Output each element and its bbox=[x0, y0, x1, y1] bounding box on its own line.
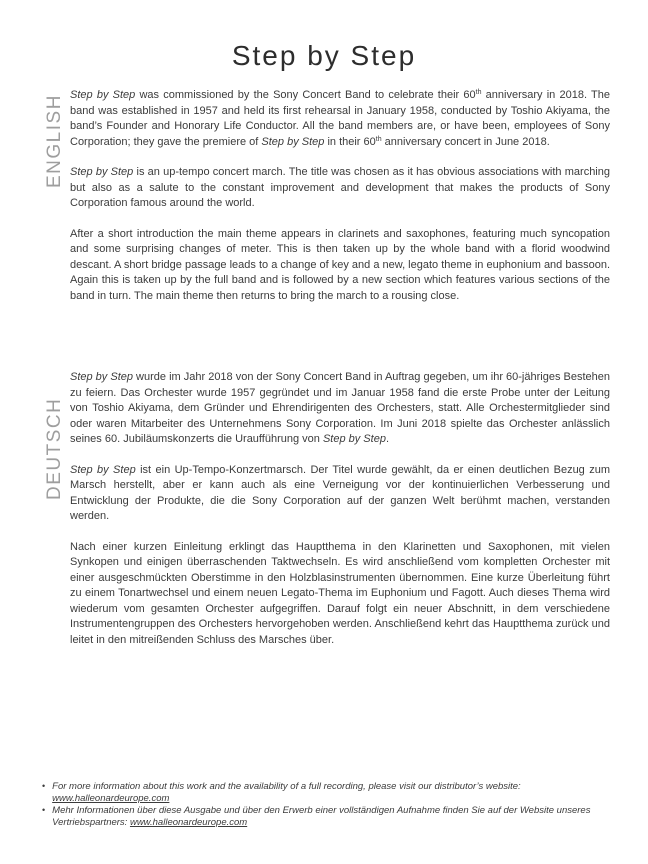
distributor-link-en[interactable]: www.halleonardeurope.com bbox=[52, 792, 170, 804]
english-section bbox=[70, 88, 610, 304]
text-run: Step by Step bbox=[322, 433, 386, 445]
text-run: anniversary concert in June 2018. bbox=[381, 135, 550, 148]
text-run: is an up-tempo concert march. The title was chosen as it has obvious associations with marching but also as a salute to the constant improvement and development that makes the products of Sony Corporation famous around the world. bbox=[70, 166, 610, 209]
text-run: Step by Step bbox=[70, 371, 133, 383]
section-label-german: DEUTSCH bbox=[44, 397, 65, 500]
text-run: in their 60 bbox=[324, 135, 376, 148]
text-run: Step by Step bbox=[261, 135, 325, 148]
text-run: Mehr Informationen über diese Ausgabe und über den Erwerb einer vollständigen Aufnahme finden Sie auf der Website unseres Vertriebspartners: bbox=[52, 805, 591, 828]
footer-notes bbox=[42, 781, 600, 829]
text-run: anniversary in 2018. The band was established in 1957 and held its first rehearsal in January 1958, conducted by Toshio Akiyama, the band’s Founder and Honorary Life Conductor. All the band members are, or have been, employees of Sony Corporation; they gave the premiere of bbox=[70, 89, 610, 148]
bullet-icon: • bbox=[42, 781, 46, 791]
english-paragraph-1 bbox=[70, 88, 610, 150]
english-paragraph-2 bbox=[70, 165, 610, 212]
german-paragraph-2 bbox=[70, 463, 610, 525]
footer-note-de-text bbox=[52, 805, 600, 828]
superscript: th bbox=[475, 89, 482, 96]
bullet-icon: • bbox=[42, 805, 46, 815]
text-run: was commissioned by the Sony Concert Band to celebrate their 60 bbox=[135, 89, 476, 101]
english-paragraph-3 bbox=[70, 227, 610, 305]
german-paragraph-3 bbox=[70, 540, 610, 649]
page-title: Step by Step bbox=[231, 40, 417, 71]
text-run: For more information about this work and the availability of a full recording, please visit our distributor’s website: bbox=[52, 781, 521, 792]
text-run: Step by Step bbox=[70, 463, 136, 476]
footer-note-en bbox=[42, 781, 600, 804]
text-run: wurde im Jahr 2018 von der Sony Concert Band in Auftrag gegeben, um ihr 60-jähriges Bestehen zu feiern. Das Orchester wurde 1957 gegründet und im Januar 1958 fand die erste Probe unter der Leitung von Toshio Akiyama, dem Gründer und Ehrendirigenten des Orchesters, statt. Alle Orchestermitglieder sind oder waren Mitarbeiter des Unternehmens Sony Corporation. Im Juni 2018 spielte das Orchester anlässlich seines 60. Jubiläumskonzerts die Uraufführung von bbox=[70, 371, 610, 445]
superscript: th bbox=[375, 135, 382, 143]
text-run: After a short introduction the main theme appears in clarinets and saxophones, featuring much syncopation and some surprising changes of meter. This is then taken up by the whole band with a florid woodwind descant. A short bridge passage leads to a change of key and a new, legato theme in euphonium and bassoon. Again this is taken up by the full band and is followed by a new section which features various sections of the band in turn. The main theme then returns to bring the march to a rousing close. bbox=[70, 227, 610, 302]
german-section bbox=[70, 370, 610, 648]
text-run: Step by Step bbox=[70, 166, 134, 178]
text-run: Step by Step bbox=[70, 89, 136, 101]
distributor-link-de[interactable]: www.halleonardeurope.com bbox=[129, 816, 248, 828]
text-run: Nach einer kurzen Einleitung erklingt das Hauptthema in den Klarinetten und Saxophonen, mit vielen Synkopen und einigen überraschenden Taktwechseln. Es wird anschließend vom kompletten Orchester mit einer ausgeschmückten Oberstimme in den Holzblasinstrumenten übernommen. Eine kurze Überleitung führt zu einem Tonartwechsel und einem neuen Legato-Thema im Euphonium und Fagott. Auch dieses Thema wird wiederum vom gesamten Orchester aufgegriffen. Darauf folgt ein neuer Abschnitt, in dem verschiedene Instrumentengruppen des Orchesters hervorgehoben werden. Anschließend kehrt das Hauptthema zurück und leitet in den mitreißenden Schluss des Marsches über. bbox=[70, 540, 610, 646]
footer-note-en-text bbox=[52, 781, 600, 804]
section-label-english: ENGLISH bbox=[44, 94, 65, 188]
text-run: ist ein Up-Tempo-Konzertmarsch. Der Titel wurde gewählt, da er einen deutlichen Bezug zum Marsch herstellt, aber er kann auch als eine Verneigung vor der kontinuierlichen Verbesserung und Entwicklung der Produkte, die die Sony Corporation auf der ganzen Welt berühmt machen, verstanden werden. bbox=[70, 463, 610, 522]
text-run: . bbox=[385, 433, 390, 445]
german-paragraph-1 bbox=[70, 370, 610, 448]
footer-note-de bbox=[42, 805, 600, 828]
